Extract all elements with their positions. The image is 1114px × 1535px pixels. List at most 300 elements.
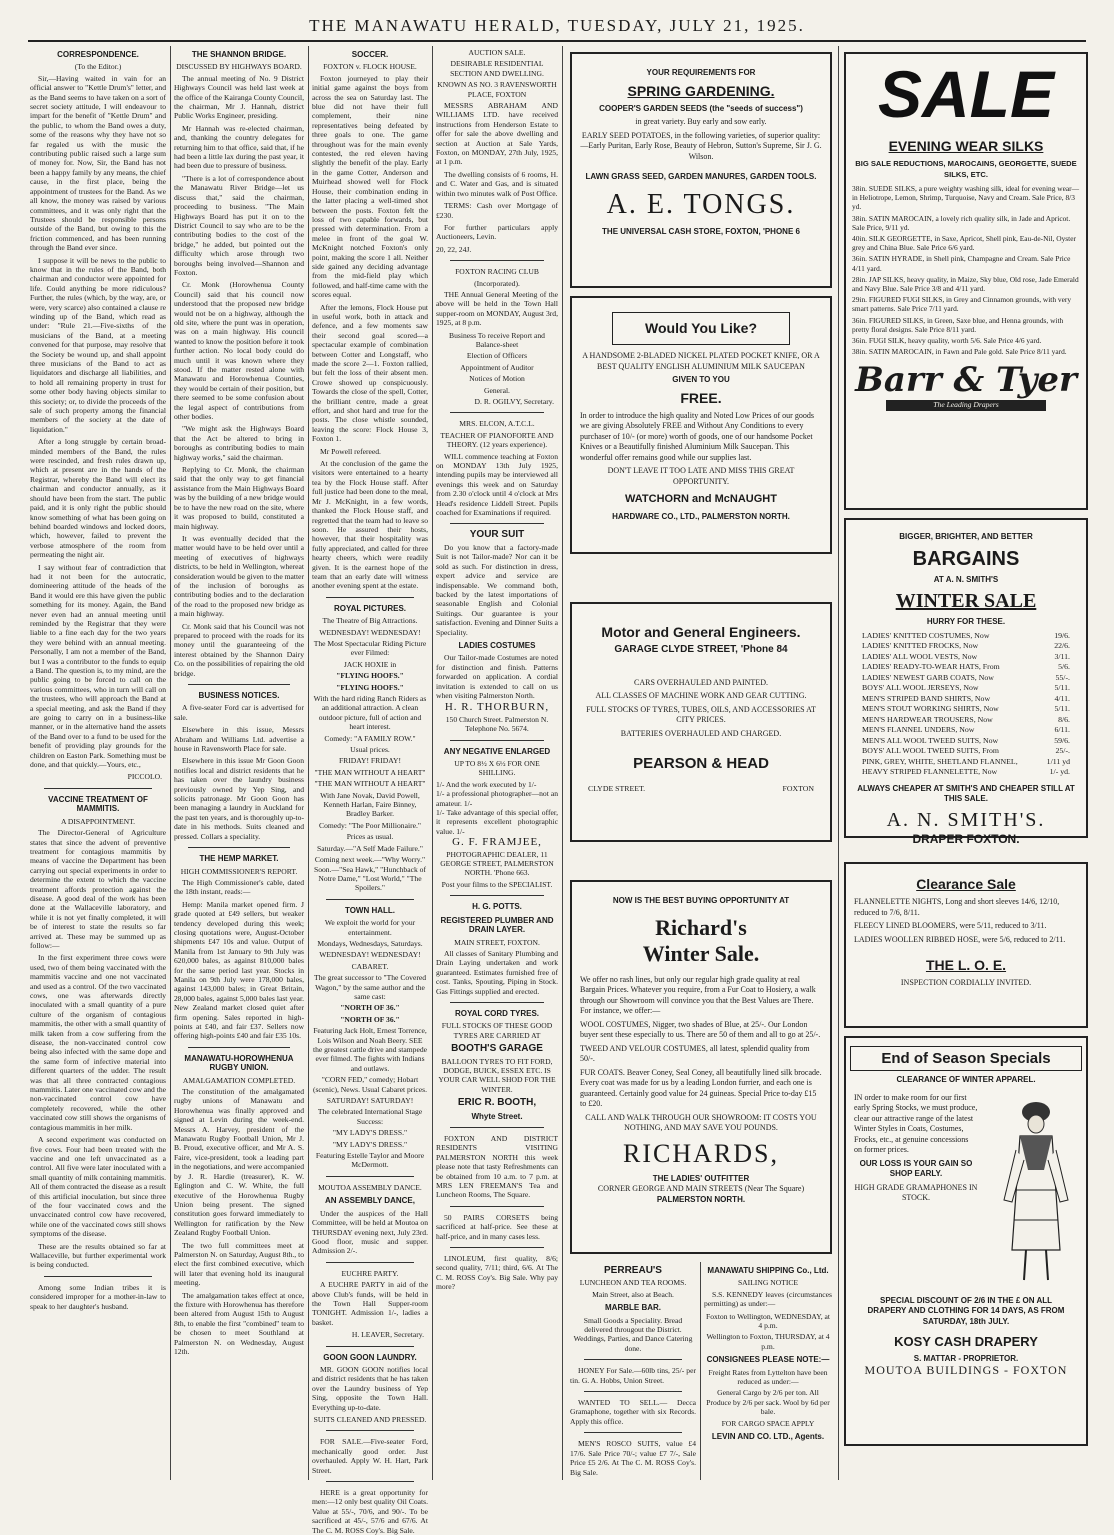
pictures-line: Prices as usual.	[346, 832, 394, 842]
smith-title-2: WINTER SALE	[895, 590, 1037, 612]
rugby-heading: MANAWATU-HOROWHENUA RUGBY UNION.	[184, 1053, 294, 1073]
smith-item-price: 59/6.	[1054, 735, 1070, 745]
townhall-line: "MY LADY'S DRESS."	[332, 1128, 408, 1138]
racing-text: THE Annual General Meeting of the above will be held in the Town Hall supper-room on MONDAY, August 3rd, 1925, at 8 p.m.	[436, 289, 558, 328]
framjee-name: G. F. FRAMJEE,	[452, 836, 542, 849]
motor-line: CARS OVERHAULED AND PAINTED.	[634, 677, 768, 687]
booth-name: ERIC R. BOOTH,	[457, 1097, 537, 1109]
ad-loe	[844, 862, 1088, 1028]
divider	[188, 1047, 290, 1048]
pictures-line: "THE MAN WITHOUT A HEART"	[314, 779, 426, 789]
sale-item: 40in. SILK GEORGETTE, in Saxe, Apricot, Shell pink, Eau-de-Nil, Oyster grey and China Blue. Sale Price 6/6 yard.	[852, 234, 1076, 253]
vaccine-paragraph: These are the results obtained so far at Wallaceville, but further experimental work is being conducted.	[30, 1241, 166, 1270]
pearson-name: PEARSON & HEAD	[633, 755, 769, 772]
smith-price-row	[862, 662, 1070, 673]
richards-wool: WOOL COSTUMES, Nigger, two shades of Blue, at 25/-. Our London buyer sent these especially to us. There are 50 of them and all to go at 25/-.	[580, 1019, 821, 1039]
townhall-line: The celebrated International Stage Success:	[317, 1107, 423, 1126]
column-auction	[436, 46, 558, 1480]
sale-item: 38in. SUEDE SILKS, a pure weighty washing silk, ideal for evening wear—in Heliotrope, Lemon, Shrimp, Turquoise, Navy and Cream. Sale Price, 8/3 yd.	[852, 184, 1080, 212]
richards-fur: FUR COATS. Beaver Coney, Seal Coney, all beautifully lined silk brocade. Every coat was made for us by a leading London furrier, and each one is guaranteed. Certainly good value for 24 guineas. Special Price to-day £15 to £20.	[580, 1067, 822, 1108]
tongs-lawn: LAWN GRASS SEED, GARDEN MANURES, GARDEN TOOLS.	[585, 172, 817, 181]
tongs-potatoes: EARLY SEED POTATOES, in the following varieties, of superior quality:—Early Puritan, Early Rose, Beauty of Hebron, Sutton's Supreme, Sir J. G. Wilson.	[580, 130, 822, 161]
perreau-address: Main Street, also at Beach.	[592, 1289, 674, 1299]
watchorn-footer: HARDWARE CO., LTD., PALMERSTON NORTH.	[612, 512, 790, 521]
sale-item: 36in. FIGURED SILKS, in Green, Saxe blue, and Henna grounds, with pretty floral designs. Sale Price 8/11 yard.	[852, 315, 1064, 334]
barr-tyer-tagline: The Leading Drapers	[886, 400, 1046, 411]
smith-item-price: 5/11.	[1054, 704, 1070, 713]
pictures-line: Saturday.—"A Self Made Failure."	[317, 843, 423, 853]
vaccine-heading: VACCINE TREATMENT OF MAMMITIS.	[48, 794, 148, 814]
smith-price-row	[862, 746, 1070, 757]
barr-tyer-logo: Barr & Tyer	[855, 360, 1077, 401]
racing-subheading: (Incorporated).	[474, 278, 520, 288]
shipping-consignees: CONSIGNEES PLEASE NOTE:—	[706, 1355, 830, 1365]
wanted-notice: WANTED TO SELL.— Decca Gramaphone, together with six Records. Apply this office.	[570, 1398, 696, 1426]
divider	[584, 1359, 682, 1360]
ad-kosy	[844, 1036, 1088, 1446]
smith-item-label: MEN'S STRIPED BAND SHIRTS, Now	[862, 693, 991, 703]
racing-item: General.	[484, 385, 510, 395]
smith-price-row	[862, 736, 1070, 747]
sale-item: 36in. SATIN HYRADE, in Shell pink, Champagne and Cream. Sale Price 4/11 yard.	[852, 254, 1071, 273]
smith-price-row	[862, 641, 1070, 652]
auction-subheading: DESIRABLE RESIDENTIAL SECTION AND DWELLING.	[450, 59, 544, 78]
richards-tweed: TWEED AND VELOUR COSTUMES, all latest, splendid quality from 50/-.	[580, 1043, 810, 1063]
smith-price-row	[862, 715, 1070, 726]
vaccine-paragraph: In the first experiment three cows were used, two of them being vaccinated with the mammitis vaccine and one not vaccinated and used as a control. Of the two vaccinated cows, one was afterwards directly inoculated with a small quantity of a pure culture of the organism of contagious mammitis, the other with a small quantity of milk taken from a cow suffering from the disease, the non-vaccinated control cow being also infected with the same dope and the same form of infective material into different quarters of the udder. The result was that all three contracted contagious mammitis. Later one vaccinated cow and the non-vaccinated control cow have completely recovered, while the other vaccinated cow still shows the organisms of contagious mammitis in her milk.	[30, 953, 167, 1132]
divider	[450, 1247, 544, 1248]
shannon-paragraph: It was eventually decided that the matter would have to be held over until a meeting of executives of highways districts, to be held in Wellington, whereat consideration would be given to the matter of the inclusion of boroughs as contributing bodies and to the declaration of the road to the proposed new bridge as a main highway.	[174, 533, 304, 619]
oilcoats-notice: HERE is a great opportunity for men:—12 only best quality Oil Coats. Value at 55/-, 70/6, and 90/-. To be sacrificed at 45/-, 57/6 and 67/6. At The C. M. ROSS Coy's. Big Sale.	[312, 1488, 428, 1535]
divider	[188, 684, 290, 685]
potts-trade: REGISTERED PLUMBER AND DRAIN LAYER.	[440, 915, 554, 935]
smith-item-price: 55/-.	[1055, 672, 1070, 682]
potts-name: H. G. POTTS.	[472, 902, 522, 912]
ad-smith	[844, 518, 1088, 846]
smith-item-label: HEAVY STRIPED FLANNELETTE, Now	[862, 767, 998, 776]
pictures-subheading: The Theatre of Big Attractions.	[322, 616, 418, 626]
ford-notice: FOR SALE.—Five-seater Ford, mechanically good order. Just overhauled. Apply W. H. Hart, Park Street.	[312, 1437, 428, 1475]
would-dont: DON'T LEAVE IT TOO LATE AND MISS THIS GREAT OPPORTUNITY.	[607, 466, 795, 486]
racing-signature: D. R. OGILVY, Secretary.	[474, 397, 554, 406]
soccer-subheading: FOXTON v. FLOCK HOUSE.	[323, 62, 417, 72]
honey-notice: HONEY For Sale.—60lb tins, 25/- per tin. G. A. Hobbs, Union Street.	[570, 1366, 696, 1385]
smith-item-price: 1/11 yd	[1046, 756, 1070, 766]
smith-item-price: 6/11.	[1054, 725, 1070, 734]
negative-line: 1/- And the work executed by 1/-	[436, 779, 537, 789]
shipping-agents: LEVIN AND CO. LTD., Agents.	[711, 1432, 825, 1442]
ladies-heading: LADIES COSTUMES	[458, 640, 536, 650]
negative-line: 1/- a professional photographer—not an amateur. 1/-	[436, 789, 558, 808]
tongs-footer: THE UNIVERSAL CASH STORE, FOXTON, 'PHONE 6	[602, 226, 800, 236]
motor-street: CLYDE STREET.	[588, 784, 646, 793]
smith-item-label: BOYS' ALL WOOL TWEED SUITS, From	[862, 746, 999, 755]
smith-price-row	[862, 757, 1070, 768]
townhall-line: The great successor to "The Covered Wagon," by the same author and the same cast:	[313, 973, 427, 1001]
thorburn-name: H. R. THORBURN,	[444, 701, 550, 714]
column-correspondence	[30, 46, 166, 1480]
auction-paragraph: TERMS: Cash over Mortgage of £230.	[436, 201, 558, 220]
pictures-line: Comedy: "The Poor Millionaire."	[319, 820, 421, 830]
townhall-line: "NORTH OF 36."	[340, 1003, 400, 1013]
sale-title: EVENING WEAR SILKS	[888, 138, 1044, 154]
motor-line: ALL CLASSES OF MACHINE WORK AND GEAR CUTTING.	[595, 691, 807, 700]
column-rule	[700, 1262, 701, 1480]
auction-paragraph: The dwelling consists of 6 rooms, H. and C. Water and Gas, and is situated within two minutes walk of Post Office.	[436, 169, 558, 198]
smith-item-price: 1/- yd.	[1049, 767, 1070, 776]
ad-richards	[570, 880, 832, 1254]
perreau-name: PERREAU'S	[604, 1265, 662, 1276]
richards-call: CALL AND WALK THROUGH OUR SHOWROOM: IT COSTS YOU NOTHING, AND MAY SAVE YOU POUNDS.	[585, 1112, 817, 1132]
smith-item-price: 19/6.	[1054, 630, 1070, 640]
linoleum-notice: LINOLEUM, first quality, 8/6; second quality, 7/11; third, 6/6. At The C. M. ROSS Coy's. Big Sale. Why pay more?	[436, 1254, 558, 1292]
divider	[584, 1391, 682, 1392]
hemp-subheading: HIGH COMMISSIONER'S REPORT.	[180, 866, 298, 876]
column-shannon	[174, 46, 304, 1480]
shipping-text: General Cargo by 2/6 per ton. All Produce by 2/6 per sack. Wool by 6d per bale.	[706, 1388, 830, 1417]
tongs-variety: in great variety. Buy early and sow early.	[635, 117, 767, 126]
clearance-title: Clearance Sale	[916, 876, 1016, 892]
soccer-heading: SOCCER.	[351, 50, 389, 59]
townhall-line: Featuring Jack Holt, Ernest Torrence, Lois Wilson and Noah Beery. SEE the greatest cattle drive and stampede ever filmed. The fights with Indians and outlaws.	[312, 1026, 428, 1073]
negative-line: 1/- Take advantage of this special offer, it represents excellent photographic value. 1/-	[436, 808, 558, 836]
auction-paragraph: MESSRS ABRAHAM AND WILLIAMS LTD. have received instructions from Henderson Estate to offer for sale the above dwelling and section at Auction at Sale Yards, Foxton, on MONDAY, 27th July, 1925, at 1 p.m.	[436, 101, 558, 167]
smith-item-price: 25/-.	[1055, 746, 1070, 755]
clearance-line: FLEECY LINED BLOOMERS, were 5/11, reduced to 3/11.	[854, 921, 1047, 930]
townhall-line: "CORN FED," comedy; Hobart (scenic), News. Usual Cabaret prices.	[312, 1075, 428, 1094]
motor-line: FULL STOCKS OF TYRES, TUBES, OILS, AND ACCESSORIES AT CITY PRICES.	[586, 704, 816, 724]
shipping-text: S.S. KENNEDY leaves (circumstances permitting) as under:—	[704, 1289, 832, 1309]
column-rule	[170, 46, 171, 1480]
vaccine-paragraph: The Director-General of Agriculture states that since the advent of preventive treatment for contagious mammitis by means of vaccine the Department has been carrying out special experiments in order to determine the extent to which the vaccine treatment affords protection against the disease. A good deal of the work has been done at the Wallaceville laboratory, and while it is not yet finally completed, it will be of interest to state the results so far arrived at. These may be summed up as follow:—	[30, 828, 166, 950]
pictures-line: JACK HOXIE in	[343, 659, 397, 669]
divider	[326, 1262, 414, 1263]
kosy-gramophones: HIGH GRADE GRAMAPHONES IN STOCK.	[854, 1182, 978, 1202]
shannon-heading: THE SHANNON BRIDGE.	[191, 50, 287, 59]
smith-price-row	[862, 673, 1070, 684]
smith-name: A. N. SMITH'S.	[886, 808, 1046, 831]
smith-item-label: MEN'S ALL WOOL TWEED SUITS, Now	[862, 735, 999, 745]
column-rule	[562, 46, 563, 1480]
smith-price-row	[862, 683, 1070, 694]
divider	[326, 1430, 414, 1431]
divider	[326, 1176, 414, 1177]
richards-name: RICHARDS,	[623, 1138, 779, 1168]
townhall-line: WEDNESDAY! WEDNESDAY!	[319, 950, 421, 960]
divider	[584, 1432, 682, 1433]
smith-price-row	[862, 725, 1070, 736]
divider	[450, 523, 544, 524]
column-rule	[838, 46, 839, 1480]
tongs-kicker: YOUR REQUIREMENTS FOR	[646, 68, 756, 77]
sale-subheading: BIG SALE REDUCTIONS, MAROCAINS, GEORGETTE, SUEDE SILKS, ETC.	[855, 159, 1077, 179]
would-title: Would You Like?	[645, 320, 757, 336]
richards-footer: PALMERSTON NORTH.	[656, 1194, 746, 1204]
column-rule	[432, 46, 433, 1480]
shannon-paragraph: "There is a lot of correspondence about the Manawatu River Bridge—let us discuss that," said the chairman, proceeding to business. "The Main Highways Board has put it on to the District Council to say who are to be the contributing bodies to the cost of the bridge," he added, but pointed out the difficulty which arose through two boroughs being involved—Shannon and Foxton.	[174, 173, 304, 277]
tongs-name: A. E. TONGS.	[606, 188, 796, 220]
shipping-text: FOR CARGO SPACE APPLY	[721, 1418, 815, 1428]
racing-item: Notices of Motion	[469, 374, 525, 384]
negative-heading: ANY NEGATIVE ENLARGED	[443, 746, 551, 756]
smith-price-row	[862, 652, 1070, 663]
vaccine-paragraph: A second experiment was conducted on five cows. Four had been treated with the vaccine and one left unvaccinated as a control. All five were later inoculated with a small quantity of milk containing mammitis. All of them contracted the disease as a result of this artificial inoculation, but since three of the four vaccinated cows and the unvaccinated control cow have recovered, while one of the vaccinated cows still shows symptoms of the disease.	[30, 1135, 166, 1239]
laundry-tag: SUITS CLEANED AND PRESSED.	[313, 1415, 427, 1424]
shannon-paragraph: Replying to Cr. Monk, the chairman said that the only way to get financial assistance from the Main Highways Board was by the building of a new bridge would be to have the new road on the site, where it was proposed to build, constituted a main highway.	[174, 465, 304, 531]
richards-title: Richard's Winter Sale.	[642, 914, 760, 966]
kosy-proprietor: S. MATTAR - PROPRIETOR.	[913, 1354, 1019, 1363]
richards-address: CORNER GEORGE AND MAIN STREETS (Near The Square)	[597, 1184, 805, 1193]
smith-price-list	[846, 631, 1086, 778]
smith-price-row	[862, 631, 1070, 642]
pictures-line: FRIDAY! FRIDAY!	[338, 756, 402, 766]
framjee-tag: Post your films to the SPECIALIST.	[441, 879, 553, 889]
masthead-rule	[28, 40, 1086, 42]
would-given: GIVEN TO YOU	[672, 375, 730, 384]
potts-address: MAIN STREET, FOXTON.	[454, 937, 540, 947]
negative-subheading: UP TO 8½ X 6½ FOR ONE SHILLING.	[454, 759, 540, 778]
laundry-text: MR. GOON GOON notifies local and district residents that he has taken over the Laundry business of Yep Sing, opposite the Town Hall. Everything up-to-date.	[312, 1364, 428, 1412]
ad-watchorn	[570, 296, 832, 554]
smith-price-row	[862, 704, 1070, 715]
column-small-ads	[570, 1262, 696, 1480]
divider	[326, 597, 414, 598]
tongs-title: SPRING GARDENING.	[627, 82, 775, 99]
smith-item-price: 8/6.	[1058, 714, 1070, 724]
business-heading: BUSINESS NOTICES.	[198, 691, 280, 700]
townhall-subheading: We exploit the world for your entertainment.	[324, 918, 416, 937]
smith-hurry: HURRY FOR THESE.	[926, 617, 1006, 626]
shannon-paragraph: "We might ask the Highways Board that the Act be altered to bring in boroughs as contributing bodies to main highway works," said the chairman.	[174, 424, 304, 462]
soccer-paragraph: Mr Powell refereed.	[320, 446, 381, 456]
booth-address: Whyte Street.	[471, 1111, 523, 1121]
divider	[450, 1206, 544, 1207]
sale-item: 29in. FIGURED FUGI SILKS, in Grey and Cinnamon grounds, with very smart patterns. Sale Price 7/11 yard.	[852, 295, 1072, 314]
smith-title: BARGAINS	[912, 547, 1020, 570]
townhall-line: "MY LADY'S DRESS."	[332, 1139, 408, 1149]
townhall-heading: TOWN HALL.	[344, 905, 396, 915]
teacher-heading: MRS. ELCON, A.T.C.L.	[459, 419, 535, 429]
masthead: THE MANAWATU HERALD, TUESDAY, JULY 21, 1925.	[309, 16, 805, 35]
smith-item-price: 22/6.	[1054, 641, 1070, 650]
smith-kicker: BIGGER, BRIGHTER, AND BETTER	[899, 532, 1033, 541]
business-paragraph: Elsewhere in this issue, Messrs Abraham and Williams Ltd. advertise a house in Ravensworth Place for sale.	[174, 725, 304, 754]
euchre-text: A EUCHRE PARTY in aid of the above Club's funds, will be held in the Town Hall Supper-room TONIGHT. Admission 1/-, ladies a basket.	[312, 1280, 428, 1327]
watchorn-name: WATCHORN and McNAUGHT	[625, 493, 777, 505]
motor-line: BATTERIES OVERHAULED AND CHARGED.	[620, 728, 782, 738]
perreau-subheading: LUNCHEON AND TEA ROOMS.	[579, 1278, 687, 1288]
ladies-text: Our Tailor-made Costumes are noted for distinction and finish. Patterns forwarded on application. A cordial invitation is extended to call on us when visiting Palmerston North.	[436, 653, 558, 700]
divider	[326, 1481, 414, 1482]
ad-tongs	[570, 52, 832, 288]
auction-subheading-2: KNOWN AS NO. 3 RAVENSWORTH PLACE, FOXTON	[437, 80, 557, 99]
hemp-paragraph: The High Commissioner's cable, dated the 18th instant, reads:—	[174, 877, 304, 897]
divider	[326, 899, 414, 900]
shannon-paragraph: Mr Hannah was re-elected chairman, and, thanking the country delegates for returning him to that office, said that, if he had been a little lax during the past year, it had been due to pressure of business.	[174, 123, 304, 171]
tearooms-notice: FOXTON AND DISTRICT RESIDENTS VISITING PALMERSTON NORTH this week please note that tasty Refreshments can be obtained from 10 a.m. to 7 p.m. at MRS LEN FREEMAN'S Tea and Luncheon Rooms, The Square.	[436, 1134, 558, 1200]
shannon-paragraph: The annual meeting of No. 9 District Highways Council was held last week at the office of the Kairanga County Council, the chairman, Mr J. Hannah, district Public Works Engineer, presiding.	[174, 73, 304, 121]
motor-town: FOXTON	[782, 784, 814, 793]
cord-heading: ROYAL CORD TYRES.	[454, 1008, 539, 1018]
kosy-loss: OUR LOSS IS YOUR GAIN SO SHOP EARLY.	[859, 1158, 973, 1178]
sale-item: 38in. SATIN MAROCAIN, in Fawn and Pale gold. Sale Price 8/11 yard.	[852, 347, 1067, 357]
ad-pearson-head	[570, 602, 832, 842]
would-offer: A HANDSOME 2-BLADED NICKEL PLATED POCKET KNIFE, OR A BEST QUALITY ENGLISH ALUMINIUM MILK SAUCEPAN	[582, 351, 820, 371]
tongs-seeds: COOPER'S GARDEN SEEDS (the "seeds of success")	[599, 103, 803, 113]
assembly-heading: MOUTOA ASSEMBLY DANCE.	[318, 1182, 422, 1192]
business-paragraph: A five-seater Ford car is advertised for sale.	[174, 703, 304, 722]
rugby-paragraph: The two full committees meet at Palmerston N. on Saturday, August 8th., to elect the first combined executive, which will later that evening hold its inaugural meeting.	[174, 1240, 304, 1288]
townhall-line: Mondays, Wednesdays, Saturdays.	[317, 938, 423, 948]
smith-item-label: PINK, GREY, WHITE, SHETLAND FLANNEL,	[862, 756, 1018, 766]
suits-notice: MEN'S ROSCO SUITS, value £4 17/6. Sale Price 70/-; value £7 7/-, Sale Price £5 2/6. At The C. M. ROSS Coy's. Big Sale.	[570, 1439, 696, 1477]
smith-price-row	[862, 694, 1070, 705]
clearance-line: LADIES WOOLLEN RIBBED HOSE, were 5/6, reduced to 2/11.	[854, 934, 1066, 944]
hemp-heading: THE HEMP MARKET.	[199, 854, 279, 864]
townhall-line: Featuring Estelle Taylor and Moore McDermott.	[315, 1151, 425, 1170]
pictures-line: With the hard riding Ranch Riders as an additional attraction. A clean outdoor picture, full of action and heart interest.	[313, 694, 427, 732]
kosy-special: SPECIAL DISCOUNT OF 2/6 IN THE £ ON ALL DRAPERY AND CLOTHING FOR 14 DAYS, AS FROM SATURDAY, 18th JULY.	[867, 1295, 1065, 1326]
smith-item-price: 5/6.	[1058, 662, 1070, 671]
richards-intro: We offer no rash lines, but only our regular high grade quality at real Bargain Prices. Whatever you require, from a Fur Coat to Hosiery, a walk through our Showroom will convince you that the Best Values are There. For instance, we offer:—	[580, 974, 816, 1015]
pictures-line: "FLYING HOOFS."	[336, 671, 404, 681]
shipping-text: Freight Rates from Lyttelton have been reduced as under:—	[708, 1367, 828, 1387]
auction-paragraph: For further particulars apply Auctioneers, Levin.	[436, 222, 558, 242]
divider	[450, 895, 544, 896]
shannon-paragraph: Cr. Monk (Horowhenua County Council) said that his council now understood that the proposed new bridge would not be on a highway, although the old site, where the punt was in operation, was on a main highway. His council wanted to know the position before it took further action. No local body could do much until it was known where they stood. If the matter rested alone with Manawatu and Horowhenua Counties, they would be certain of their position, but there seemed to be some confusion about the legal aspect of contributions from other bodies.	[174, 280, 304, 422]
smith-footer: DRAPER FOXTON.	[912, 831, 1020, 846]
divider	[450, 412, 544, 413]
smith-price-row	[862, 767, 1070, 778]
motor-subheading: GARAGE CLYDE STREET, 'Phone 84	[614, 644, 788, 655]
letter-paragraph: After a long struggle by certain broad-minded members of the Band, the rules were rescinded, and fresh rules drawn up, which at present are in the hands of the Registrar, whereby the Band will elect its chairman and conductor annually, as it should have been from the start. The public paid, and it is only right the public should know something of what has been going on behind boarded windows and locked doors, which, however, failed to prevent the verbose atmosphere of the room from permeating the night air.	[30, 437, 166, 560]
motor-title: Motor and General Engineers.	[601, 624, 801, 640]
smith-item-label: MEN'S FLANNEL UNDERS, Now	[862, 725, 975, 734]
pictures-line: Coming next week.—"Why Worry." Soon.—"Sea Hawk," "Hunchback of Notre Dame," "Lost World," "The Spoilers."	[313, 855, 426, 893]
perreau-marble: MARBLE BAR.	[605, 1303, 661, 1313]
would-body: In order to introduce the high quality and Noted Low Prices of our goods we are giving Absolutely FREE and Without Any Conditions to every purchaser of 10/- (or more) worth of goods, one of our handsome Pocket Knives or a Beautifully finished Aluminium Milk Saucepan. This wonderful offer remains good while our supplies last.	[580, 410, 814, 462]
richards-kicker: NOW IS THE BEST BUYING OPPORTUNITY AT	[612, 896, 790, 905]
smith-item-price: 5/11.	[1054, 683, 1070, 692]
soccer-paragraph: After the lemons, Flock House put in useful work, both in attack and defence, and a few moments saw their second goal scored—a spectacular example of combination between Cotter and Longstaff, who made the score 2—1. Foxton rallied, but felt the loss of their absent men. Crowe showed up conspicuously. Towards the close of the spell, Cotter, the brilliant centre, made a great effort, and shot hard and true for the posts. The close whistle sounded, leaving the score: Flock House 3, Foxton 1.	[312, 302, 428, 444]
racing-heading: FOXTON RACING CLUB	[455, 267, 539, 277]
clearance-line: FLANNELETTE NIGHTS, Long and short sleeves 14/6, 12/10, reduced to 7/6, 8/11.	[854, 897, 1060, 917]
letter-paragraph: Sir,—Having waited in vain for an official answer to "Kettle Drum's" letter, and as the Band seems to have taken on a sort of secret society attitude, I will endeavour to impart for the benefit of "Kettle Drum" and the public, to whom the Band owes a duty, some of the reasons why they have not so far regaled us with the music the contributing public raised such a large sum of money for. Now, Sir, the Band has not been a happy family by any means, the chief cause, in the first place, being the appointment of trustees for the Band. As we all know, the money was raised by various committees, and it was only right that the Trustees should be responsible persons outside of the Band, but owing to this the friction commenced, and has been running through the Band ever since.	[30, 73, 166, 253]
correspondence-heading: CORRESPONDENCE.	[57, 50, 139, 59]
pictures-line: WEDNESDAY! WEDNESDAY!	[319, 627, 421, 637]
smith-item-label: BOYS' ALL WOOL JERSEYS, Now	[862, 683, 979, 692]
column-soccer	[312, 46, 428, 1535]
smith-item-label: LADIES' KNITTED COSTUMES, Now	[862, 630, 990, 640]
vaccine-subheading: A DISAPPOINTMENT.	[60, 816, 136, 826]
rugby-paragraph: The amalgamation takes effect at once, the fixture with Horowhenua has therefore been altered from August 15th to August 8th, to enable the first "combined" team to be chosen to meet Southland at Palmerston N. on Wednesday, August 12th.	[174, 1290, 304, 1356]
racing-item: Election of Officers	[466, 351, 528, 361]
racing-item: Business To receive Report and Balance-sheet	[449, 330, 545, 349]
smith-item-label: LADIES' KNITTED FROCKS, Now	[862, 641, 979, 650]
smith-item-price: 3/11.	[1054, 651, 1070, 661]
column-rule	[308, 46, 309, 1480]
smith-always: ALWAYS CHEAPER AT SMITH'S AND CHEAPER STILL AT THIS SALE.	[857, 783, 1075, 803]
fashion-figure-icon	[986, 1090, 1082, 1290]
kosy-name: KOSY CASH DRAPERY	[894, 1334, 1038, 1349]
pictures-heading: ROYAL PICTURES.	[333, 603, 406, 613]
soccer-paragraph: Foxton journeyed to play their initial game against the boys from across the sea on Saturday last. The blue did not have their full complement, their nine representatives being defeated by three goals to one. The game throughout was for the main evenly contested, the red eleven having slightly the benefit of the play. Early in the game Cotter, Anderson and Muirhead showed well for Flock House, their combination ending in the latter placing a well-timed shot between the posts. Foxton felt the loss of two capable forwards, but pressed with determination. From a melee in front of the goal W. McKnight notched Foxton's only point, making the score 1 all. Neither side gained any deciding advantage from the mid-field play which followed, and half-time came with the scores equal.	[312, 73, 428, 300]
pictures-line: "THE MAN WITHOUT A HEART"	[314, 767, 426, 777]
kosy-body: IN order to make room for our first early Spring Stocks, we must produce, clear our attractive range of the latest Winter Styles in Coats, Costumes, Frocks, etc., at genuine concessions on former prices.	[854, 1092, 978, 1154]
sale-item: 36in. FUGI SILK, heavy quality, worth 5/6. Sale Price 4/6 yard.	[852, 336, 1042, 346]
divider	[44, 1276, 152, 1277]
smith-item-label: LADIES' NEWEST GARB COATS, Now	[862, 672, 994, 682]
column-shipping	[704, 1262, 832, 1480]
business-paragraph: Elsewhere in this issue Mr Goon Goon notifies local and district residents that he has taken over the laundry business previously owned by Yep Sing, and solicits patronage. Mr Goon Goon has been managing a laundry in Auckland for the past ten years, and is thoroughly up-to-date in his methods. Suits cleaned and pressed. Collars a speciality.	[174, 756, 304, 841]
shipping-heading: MANAWATU SHIPPING Co., Ltd.	[707, 1266, 829, 1275]
smith-item-price: 4/11.	[1054, 693, 1070, 703]
sale-item: 28in. JAP SILKS, heavy quality, in Maize, Sky blue, Old rose, Jade Emerald and Navy Blue. Sale Price 3/8 and 4/11 yard.	[852, 274, 1079, 294]
pictures-line: Usual prices.	[350, 745, 390, 755]
laundry-heading: GOON GOON LAUNDRY.	[323, 1352, 417, 1362]
loe-footer: INSPECTION CORDIALLY INVITED.	[900, 978, 1032, 987]
booth-subheading: BALLOON TYRES TO FIT FORD, DODGE, BUICK, ESSEX ETC. IS YOUR CAR WELL SHOD FOR THE WINTER.	[438, 1056, 556, 1094]
potts-text: All classes of Sanitary Plumbing and Drain Laying undertaken and work guaranteed. Estimates furnished free of cost. Tanks, Spouting, Piping in Stock. Gas Fittings supplied and erected.	[436, 948, 558, 996]
ad-barr-tyer	[844, 52, 1088, 510]
rugby-subheading: AMALGAMATION COMPLETED.	[182, 1075, 296, 1085]
euchre-heading: EUCHRE PARTY.	[341, 1268, 399, 1278]
shipping-text: Wellington to Foxton, THURSDAY, at 4 p.m.	[706, 1332, 830, 1351]
suit-heading: YOUR SUIT	[469, 529, 525, 541]
shannon-paragraph: Cr. Monk said that his Council was not prepared to proceed with the roads for its money until the guaranteeing of the interest obtained by the Shannon Dairy Co. on the possibilities of repairing the old bridge.	[174, 621, 304, 678]
divider	[450, 1127, 544, 1128]
pictures-line: Comedy: "A FAMILY ROW."	[324, 733, 416, 743]
divider	[450, 740, 544, 741]
smith-subheading: AT A. N. SMITH'S	[933, 574, 999, 584]
divider	[326, 1346, 414, 1347]
letter-paragraph: I say without fear of contradiction that had it not been for the autocratic, domineering attitude of the heads of the Band it would ere this have given the public something for its money. Again, the Band never even had an annual meeting until reminded by the Registrar that they were liable to a fine each day for the two years they were behind with an annual meeting. Personally, I am not a member of the Band, but I was a contributor to the funds to equip a Band. The question is, to my mind, are the public going to be forced to call on the various committees, who in turn will call on the trustees, who will approach the Band at a special meeting, and ask the Band if they are going to carry on in a business-like manner, or in the alternative hand the assets of the Band over to a fund to be used for the benefit of providing play grounds for the children on Easton Park. Something must be done, and that quickly.—Yours, etc.,	[30, 562, 166, 770]
would-free: FREE.	[680, 389, 722, 406]
shipping-subheading: SAILING NOTICE	[737, 1278, 799, 1288]
smith-item-label: MEN'S HARDWEAR TROUSERS, Now	[862, 714, 993, 724]
shannon-subheading: DISCUSSED BY HIGHWAYS BOARD.	[176, 62, 302, 72]
sale-banner: SALE	[877, 57, 1055, 131]
smith-item-label: LADIES' ALL WOOL VESTS, Now	[862, 651, 978, 661]
richards-trade: THE LADIES' OUTFITTER	[652, 1173, 750, 1183]
smith-item-label: MEN'S STOUT WORKING SHIRTS, Now	[862, 704, 999, 713]
kosy-footer: MOUTOA BUILDINGS - FOXTON	[864, 1362, 1068, 1377]
hemp-paragraph: Hemp: Manila market opened firm. J grade quoted at £49 sellers, but weaker tendency developed during this week; closing quotations were, August-October shipments £47 10s and value. Output of Manila from 1st January to 9th July was 620,000 bales, as against 810,000 bales for the same period last year. Stocks in Manila on 9th July were 178,000 bales, against 143,000 bales; in Great Britain, 28,000 bales, against 5,000 bales last year. New Zealand market closed quiet after firm opening. Sales reported in high-points at £40, and fair £37. Sellers now offering high-points £40 and fair £35 10s.	[174, 899, 304, 1041]
auction-dates: 20, 22, 24J.	[436, 244, 472, 254]
kosy-title: End of Season Specials	[850, 1046, 1082, 1071]
booth-garage: BOOTH'S GARAGE	[451, 1043, 543, 1055]
shipping-text: Foxton to Wellington, WEDNESDAY, at 4 p.m.	[706, 1311, 830, 1331]
auction-heading: AUCTION SALE.	[468, 48, 526, 57]
suit-text: Do you know that a factory-made Suit is not Tailor-made? Nor can it be sold as such. For distinction in dress, expert advice and service are indispensable. We command both, backed by the latest importations of seasonable English and Colonial Suitings. Our guarantee is your satisfaction. Evening and Dinner Suits a Speciality.	[436, 542, 558, 637]
teacher-text: WILL commence teaching at Foxton on MONDAY 13th July 1925, intending pupils may be interviewed all evenings this week and on Saturday from 2.30 o'clock until 4 o'clock at Mrs Head's residence Liddell Street. Pupils coached for Examinations if required.	[436, 451, 558, 518]
framjee-address: PHOTOGRAPHIC DEALER, 11 GEORGE STREET, PALMERSTON NORTH. 'Phone 663.	[440, 849, 554, 878]
townhall-line: SATURDAY! SATURDAY!	[326, 1096, 414, 1106]
townhall-line: CABARET.	[351, 961, 389, 971]
kosy-subheading: CLEARANCE OF WINTER APPAREL.	[896, 1075, 1036, 1084]
euchre-signature: H. LEAVER, Secretary.	[351, 1330, 424, 1340]
to-editor: (To the Editor.)	[74, 62, 122, 72]
divider	[450, 260, 544, 261]
loe-name: THE L. O. E.	[925, 957, 1007, 973]
divider	[188, 847, 290, 848]
divider	[450, 1002, 544, 1003]
assembly-subheading: AN ASSEMBLY DANCE,	[325, 1196, 415, 1206]
perreau-text: Small Goods a Speciality. Bread delivered througout the District. Weddings, Parties, and Dance Catering done.	[573, 1315, 693, 1353]
teacher-subheading: TEACHER OF PIANOFORTE AND THEORY. (12 years experience).	[440, 430, 554, 450]
letter-paragraph: I suppose it will be news to the public to know that in the rules of the Band, both chairman and conductor were appointed for life. Could anything be more ridiculous? Further, the rules (which, by the way, are, or were, very scarce) also contained a clause re winding up of the Band, which read as under: "Rule 21.—Five-sixths of the musicians of the Band, at a meeting convened for that purpose, may resolve that the Society be wound up, and shall appoint three musicians of the Band to act as liquidators and discharge all liabilities, and to hold all remaining property in trust for some other body having objects similar to this society; or, to divide the proceeds of the sale of such property among the financial members of the society at the date of liquidation."	[30, 255, 166, 434]
pictures-line: With Jane Novak, David Powell, Kenneth Harlan, Faire Binney, Bradley Barker.	[320, 790, 420, 819]
